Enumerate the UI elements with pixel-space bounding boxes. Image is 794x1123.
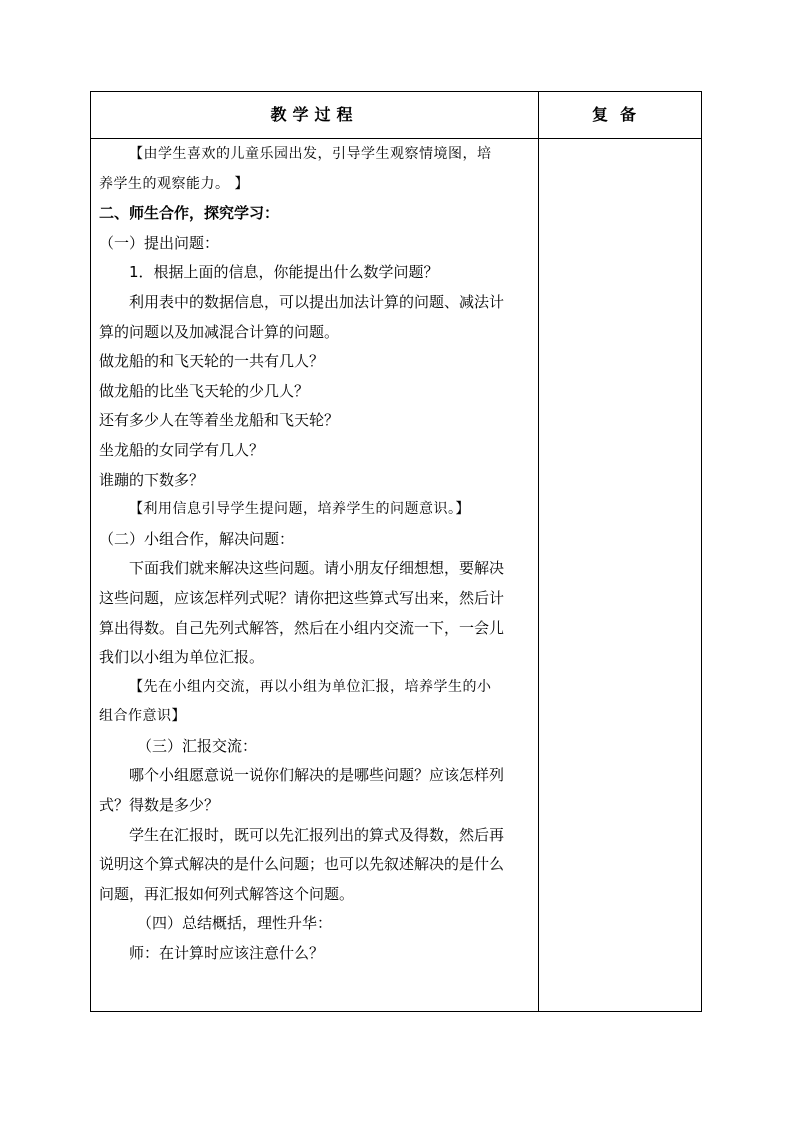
- content-line: 说明这个算式解决的是什么问题；也可以先叙述解决的是什么: [99, 855, 505, 874]
- content-line: 【由学生喜欢的儿童乐园出发，引导学生观察情境图，培: [129, 146, 492, 162]
- content-line: 我们以小组为单位汇报。: [99, 648, 265, 667]
- content-line: （二）小组合作，解决问题：: [99, 529, 295, 548]
- lesson-table: [90, 91, 702, 1012]
- content-line: 【利用信息引导学生提问题，培养学生的问题意识。】: [129, 501, 470, 518]
- content-line: 式？得数是多少？: [99, 796, 220, 815]
- content-line: 养学生的观察能力。 】: [99, 175, 249, 192]
- content-line: 算出得数。自己先列式解答，然后在小组内交流一下，一会儿: [99, 618, 505, 637]
- content-line: （三）汇报交流：: [137, 736, 258, 755]
- header-review-prep: 复备: [591, 105, 648, 124]
- content-line: 下面我们就来解决这些问题。请小朋友仔细想想，要解决: [129, 559, 505, 578]
- content-line: 谁蹦的下数多？: [99, 470, 205, 489]
- content-line: 哪个小组愿意说一说你们解决的是哪些问题？应该怎样列: [129, 766, 505, 785]
- content-line: 做龙船的比坐飞天轮的少几人？: [99, 381, 310, 400]
- content-line: 师：在计算时应该注意什么？: [129, 944, 325, 963]
- content-line: 坐龙船的女同学有几人？: [99, 440, 265, 459]
- content-line: （四）总结概括，理性升华：: [137, 914, 333, 933]
- header-divider: [91, 138, 701, 139]
- content-line: 组合作意识】: [99, 708, 186, 725]
- content-line: 算的问题以及加减混合计算的问题。: [99, 322, 340, 341]
- content-line: 利用表中的数据信息，可以提出加法计算的问题、减法计: [129, 292, 505, 311]
- content-line: 1．根据上面的信息，你能提出什么数学问题？: [129, 263, 439, 282]
- teaching-process-content: [99, 140, 532, 969]
- content-line: 学生在汇报时，既可以先汇报列出的算式及得数，然后再: [129, 825, 505, 844]
- content-line: 【先在小组内交流，再以小组为单位汇报，培养学生的小: [129, 678, 492, 695]
- content-line: 做龙船的和飞天轮的一共有几人？: [99, 352, 325, 371]
- content-line: 这些问题，应该怎样列式呢？请你把这些算式写出来，然后计: [99, 588, 505, 607]
- header-teaching-process: 教学过程: [270, 105, 359, 124]
- content-line: 还有多少人在等着坐龙船和飞天轮？: [99, 411, 340, 430]
- content-line: 二、师生合作，探究学习：: [99, 204, 280, 223]
- content-line: （一）提出问题：: [99, 233, 220, 252]
- content-line: 问题，再汇报如何列式解答这个问题。: [99, 884, 355, 903]
- column-divider: [538, 92, 539, 1011]
